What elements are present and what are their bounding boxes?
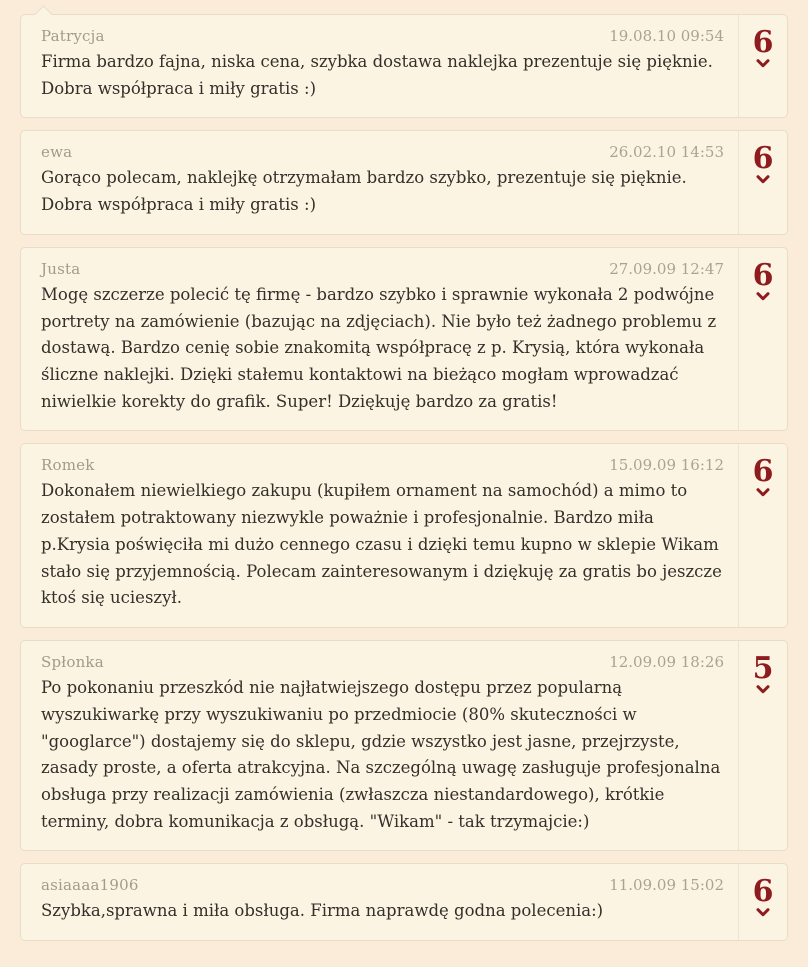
chevron-down-icon[interactable] bbox=[756, 488, 770, 497]
review-main bbox=[21, 444, 738, 627]
rating-score: 6 bbox=[752, 454, 774, 490]
review-main bbox=[21, 864, 738, 940]
rating-score: 5 bbox=[752, 651, 774, 687]
review-author: Spłonka bbox=[41, 653, 104, 672]
rating-score: 6 bbox=[752, 25, 774, 60]
review-main bbox=[21, 131, 738, 233]
review-author: Romek bbox=[41, 456, 95, 475]
review-card bbox=[20, 863, 788, 941]
review-date: 15.09.09 16:12 bbox=[609, 456, 724, 475]
review-text: Firma bardzo fajna, niska cena, szybka dostawa naklejka prezentuje się pięknie. Dobra współpraca i miły gratis :) bbox=[41, 52, 713, 98]
review-rating bbox=[738, 641, 787, 850]
review-head bbox=[41, 876, 724, 894]
review-main bbox=[21, 641, 738, 850]
review-author: asiaaaa1906 bbox=[41, 876, 139, 895]
chevron-down-icon[interactable] bbox=[756, 292, 770, 301]
review-text: Mogę szczerze polecić tę firmę - bardzo szybko i sprawnie wykonała 2 podwójne portrety na zamówienie (bazując na zdjęciach). Nie było też żadnego problemu z dostawą. Bardzo cenię sobie znakomitą współpracę z p. Krysią, która wykonała śliczne naklejki. Dzięki stałemu kontaktowi na bieżąco mogłam wprowadzać niwielkie korekty do grafik. Super! Dziękuję bardzo za gratis! bbox=[41, 284, 717, 411]
review-rating bbox=[738, 131, 787, 233]
chevron-down-icon[interactable] bbox=[756, 685, 770, 694]
review-card bbox=[20, 14, 788, 118]
review-date: 27.09.09 12:47 bbox=[609, 259, 724, 278]
chevron-down-icon[interactable] bbox=[756, 175, 770, 184]
review-author: Justa bbox=[41, 259, 81, 278]
review-text: Po pokonaniu przeszkód nie najłatwiejszego dostępu przez popularną wyszukiwarkę przy wyszukiwaniu po przedmiocie (80% skuteczności w "googlarce") dostajemy się do sklepu, gdzie wszystko jest jasne, przejrzyste, zasady proste, a oferta atrakcyjna. Na szczególną uwagę zasługuje profesjonalna obsługa przy realizacji zamówienia (zwłaszcza niestandardowego), krótkie terminy, dobra komunikacja z obsługą. "Wikam" - tak trzymajcie:) bbox=[41, 678, 721, 831]
rating-score: 6 bbox=[752, 141, 774, 177]
review-head bbox=[41, 260, 724, 278]
review-text: Gorąco polecam, naklejkę otrzymałam bardzo szybko, prezentuje się pięknie. Dobra współpraca i miły gratis :) bbox=[41, 168, 687, 215]
review-author: ewa bbox=[41, 143, 73, 162]
review-date: 26.02.10 14:53 bbox=[609, 143, 724, 162]
review-rating bbox=[738, 864, 787, 940]
review-head bbox=[41, 456, 724, 474]
review-date: 12.09.09 18:26 bbox=[609, 653, 724, 672]
chevron-down-icon[interactable] bbox=[756, 908, 770, 917]
review-card bbox=[20, 130, 788, 234]
review-text: Dokonałem niewielkiego zakupu (kupiłem ornament na samochód) a mimo to zostałem potraktowany niezwykle poważnie i profesjonalnie. Bardzo miła p.Krysia poświęciła mi dużo cennego czasu i dzięki temu kupno w sklepie Wikam stało się przyjemnością. Polecam zainteresowanym i dziękuję za gratis bo jeszcze ktoś się ucieszył. bbox=[41, 481, 722, 608]
review-author: Patrycja bbox=[41, 27, 105, 45]
review-head bbox=[41, 143, 724, 161]
review-main bbox=[21, 248, 738, 431]
rating-score: 6 bbox=[752, 874, 774, 910]
review-rating bbox=[738, 15, 787, 117]
review-main bbox=[21, 15, 738, 117]
review-card bbox=[20, 247, 788, 432]
review-head bbox=[41, 27, 724, 45]
review-card bbox=[20, 443, 788, 628]
chevron-down-icon[interactable] bbox=[756, 59, 770, 68]
review-head bbox=[41, 653, 724, 671]
review-date: 11.09.09 15:02 bbox=[609, 876, 724, 895]
rating-score: 6 bbox=[752, 257, 774, 293]
review-card bbox=[20, 640, 788, 851]
review-rating bbox=[738, 444, 787, 627]
review-text: Szybka,sprawna i miła obsługa. Firma naprawdę godna polecenia:) bbox=[41, 901, 604, 921]
review-rating bbox=[738, 248, 787, 431]
review-date: 19.08.10 09:54 bbox=[609, 27, 724, 45]
